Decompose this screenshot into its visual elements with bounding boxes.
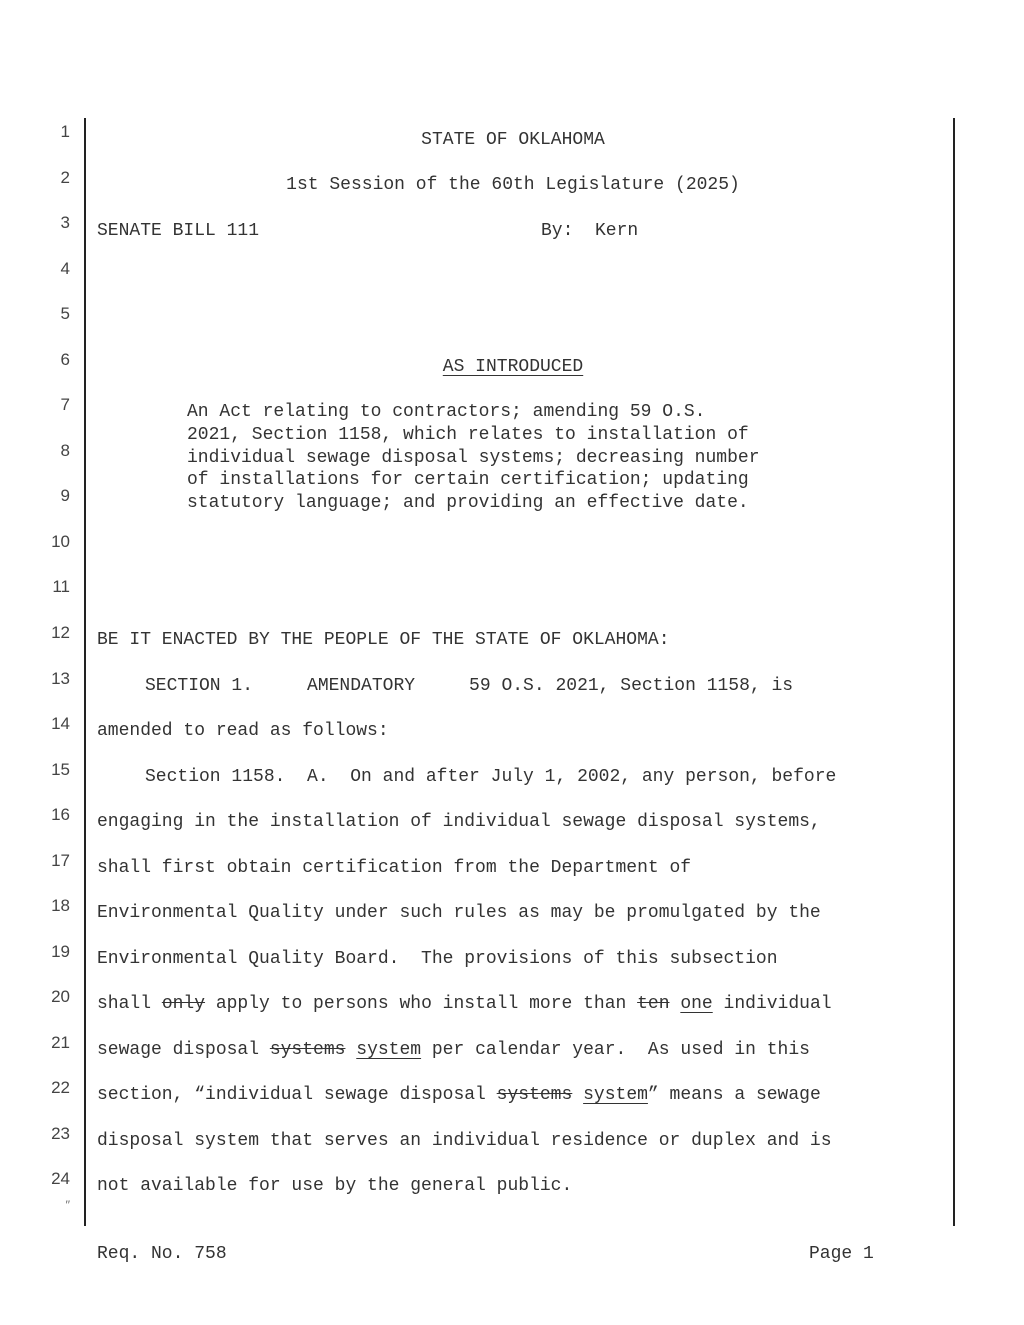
line-number: 3 (60, 213, 70, 232)
title-line: statutory language; and providing an effective date. (187, 493, 749, 513)
line-number: 11 (52, 577, 70, 596)
line-number: 15 (51, 760, 70, 779)
line-number: 10 (51, 532, 70, 551)
inserted-text: one (680, 994, 713, 1014)
text-run: sewage disposal (97, 1040, 270, 1060)
title-line: 2021, Section 1158, which relates to installation of (187, 425, 749, 445)
bill-author: By: Kern (541, 221, 639, 241)
body-line: shall first obtain certification from the Department of (97, 858, 692, 878)
line-number: 2 (60, 168, 70, 187)
body-line: not available for use by the general public. (97, 1176, 573, 1196)
deleted-text: ten (637, 994, 670, 1014)
page-number: Page 1 (809, 1244, 874, 1264)
body-line (97, 1039, 810, 1061)
text-run: shall (97, 994, 162, 1014)
text-run: section, “individual sewage disposal (97, 1085, 497, 1105)
body-line: Section 1158. A. On and after July 1, 2002, any person, before (145, 767, 837, 787)
line-number: 22 (51, 1078, 70, 1097)
title-line: individual sewage disposal systems; decreasing number (187, 448, 760, 468)
bill-number: SENATE BILL 111 (97, 221, 260, 241)
right-margin-rule (953, 118, 955, 1226)
inserted-text: system (583, 1085, 648, 1105)
line-number-fragment: ′′ (65, 1198, 70, 1212)
line-number: 12 (51, 623, 70, 642)
text-run: ” means a sewage (647, 1085, 821, 1105)
text-run: apply to persons who install more than (205, 994, 638, 1014)
line-number: 13 (51, 669, 70, 688)
deleted-text: only (161, 994, 206, 1014)
text-run: per calendar year. As used in this (421, 1040, 810, 1060)
line-number: 19 (51, 942, 70, 961)
line-number: 17 (51, 851, 70, 870)
title-line: of installations for certain certification; updating (187, 470, 749, 490)
text-run (670, 994, 681, 1014)
inserted-text: system (356, 1040, 422, 1060)
line-number: 20 (51, 987, 70, 1006)
left-margin-rule (84, 118, 86, 1226)
session-heading: 1st Session of the 60th Legislature (2025) (286, 175, 740, 195)
text-run: individual (712, 994, 832, 1014)
line-number: 24 (51, 1169, 70, 1188)
line-number: 16 (51, 805, 70, 824)
line-number: 23 (51, 1124, 70, 1143)
line-number: 8 (60, 441, 70, 460)
line-number: 5 (60, 304, 70, 323)
body-line: disposal system that serves an individual residence or duplex and is (97, 1131, 832, 1151)
line-number: 21 (51, 1033, 70, 1052)
deleted-text: systems (496, 1085, 573, 1105)
deleted-text: systems (269, 1040, 346, 1060)
line-number: 18 (51, 896, 70, 915)
body-line: Environmental Quality under such rules as may be promulgated by the (97, 903, 821, 923)
line-number: 6 (60, 350, 70, 369)
section-heading: SECTION 1. AMENDATORY 59 O.S. 2021, Section 1158, is (145, 676, 794, 696)
line-number: 4 (60, 259, 70, 278)
body-line: Environmental Quality Board. The provisions of this subsection (97, 949, 778, 969)
text-run (572, 1085, 583, 1105)
body-line (97, 1084, 821, 1106)
body-line (97, 993, 832, 1015)
section-heading-cont: amended to read as follows: (97, 721, 389, 741)
line-number: 1 (60, 122, 70, 141)
title-line: An Act relating to contractors; amending 59 O.S. (187, 402, 706, 422)
status-heading (96, 356, 930, 378)
request-number: Req. No. 758 (97, 1244, 227, 1264)
text-run (345, 1040, 356, 1060)
enacting-clause: BE IT ENACTED BY THE PEOPLE OF THE STATE OF OKLAHOMA: (97, 630, 670, 650)
body-line: engaging in the installation of individual sewage disposal systems, (97, 812, 821, 832)
line-number: 9 (60, 486, 70, 505)
status-text: AS INTRODUCED (442, 357, 584, 377)
line-number: 7 (60, 395, 70, 414)
line-number: 14 (51, 714, 70, 733)
state-heading: STATE OF OKLAHOMA (421, 130, 605, 150)
